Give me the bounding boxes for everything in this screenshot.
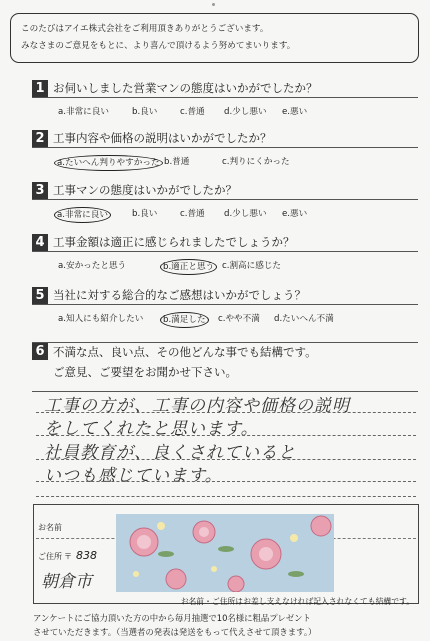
answer-option[interactable]: c.判りにくかった — [222, 157, 290, 167]
answer-option[interactable]: d.少し悪い — [224, 209, 267, 219]
answer-line — [36, 435, 416, 436]
answer-line — [36, 459, 416, 460]
question-rule — [32, 147, 418, 148]
intro-line-2: みなさまのご意見をもとに、より喜んで頂けるよう努めてまいります。 — [21, 41, 296, 51]
answer-option[interactable]: b.適正と思う — [160, 259, 217, 275]
question-rule — [32, 251, 418, 252]
handwritten-line-4: いつも感じています。 — [44, 466, 223, 486]
name-label: お名前 — [38, 523, 62, 532]
intro-box — [10, 13, 419, 63]
answer-line — [36, 412, 416, 413]
question-text: 当社に対する総合的なご感想はいかがでしょう？ — [53, 288, 306, 302]
privacy-floral-cover — [116, 514, 334, 592]
answer-option[interactable]: c.普通 — [180, 107, 205, 117]
question-text: 工事マンの態度はいかがでしたか？ — [53, 183, 237, 197]
answer-option[interactable]: a.非常に良い — [54, 207, 111, 223]
answer-line — [36, 496, 416, 497]
answer-option[interactable]: a.非常に良い — [58, 107, 109, 117]
postal-mark: 〒 — [64, 552, 72, 561]
question-text: 工事内容や価格の説明はいかがでしたか？ — [53, 131, 272, 145]
question-text: 工事金額は適正に感じられましたでしょうか？ — [53, 235, 295, 249]
answer-option[interactable]: e.悪い — [282, 107, 308, 117]
question-number: 5 — [32, 287, 48, 304]
answer-option[interactable]: c.割高に感じた — [222, 261, 282, 271]
answer-line — [36, 481, 416, 482]
question-text: お伺いしました営業マンの態度はいかがでしたか？ — [53, 81, 318, 95]
question-number: 1 — [32, 80, 48, 97]
answer-option[interactable]: d.たいへん不満 — [274, 314, 334, 324]
answer-option[interactable]: b.良い — [132, 107, 158, 117]
question-number: 6 — [32, 343, 48, 360]
scan-dot — [212, 3, 215, 6]
answer-option[interactable]: c.普通 — [180, 209, 205, 219]
postal-code-partial: 838 — [76, 549, 97, 562]
intro-line-1: このたびはアイエ株式会社をご利用頂きありがとうございます。 — [21, 24, 269, 34]
footer-line-2: させていただきます。（当選者の発表は発送をもって代えさせて頂きます。） — [33, 627, 317, 637]
answer-option[interactable]: b.良い — [132, 209, 158, 219]
question-6-line-1: 不満な点、良い点、その他どんな事でも結構です。 — [53, 345, 317, 359]
answer-option[interactable]: a.たいへん判りやすかった — [54, 155, 163, 171]
handwritten-line-1: 工事の方が、工事の内容や価格の説明 — [44, 396, 350, 416]
answer-option[interactable]: c.やや不満 — [218, 314, 260, 324]
question-number: 2 — [32, 130, 48, 147]
answer-option[interactable]: a.安かったと思う — [58, 261, 127, 271]
answer-option[interactable]: b.普通 — [164, 157, 190, 167]
address-note: お名前・ご住所はお差し支えなければ記入されなくても結構です。 — [180, 597, 414, 606]
footer-note — [33, 611, 423, 639]
footer-line-1: アンケートにご協力頂いた方の中から毎月抽選で10名様に粗品プレゼント — [33, 613, 311, 623]
answer-option[interactable]: a.知人にも紹介したい — [58, 314, 144, 324]
question-number: 3 — [32, 182, 48, 199]
question-rule — [32, 97, 418, 98]
question-6 — [32, 342, 418, 392]
question-rule — [32, 304, 418, 305]
answer-option[interactable]: b.満足した — [160, 312, 209, 328]
question-number: 4 — [32, 234, 48, 251]
handwritten-line-2: をしてくれたと思います。 — [44, 419, 259, 439]
answer-option[interactable]: d.少し悪い — [224, 107, 267, 117]
handwritten-city: 朝倉市 — [41, 572, 92, 592]
question-6-line-2: ご意見、ご要望をお聞かせ下さい。 — [53, 365, 237, 379]
handwritten-line-3: 社員教育が、良くされていると — [44, 443, 296, 463]
question-rule — [32, 199, 418, 200]
answer-option[interactable]: e.悪い — [282, 209, 308, 219]
address-label: ご住所 — [38, 552, 62, 561]
